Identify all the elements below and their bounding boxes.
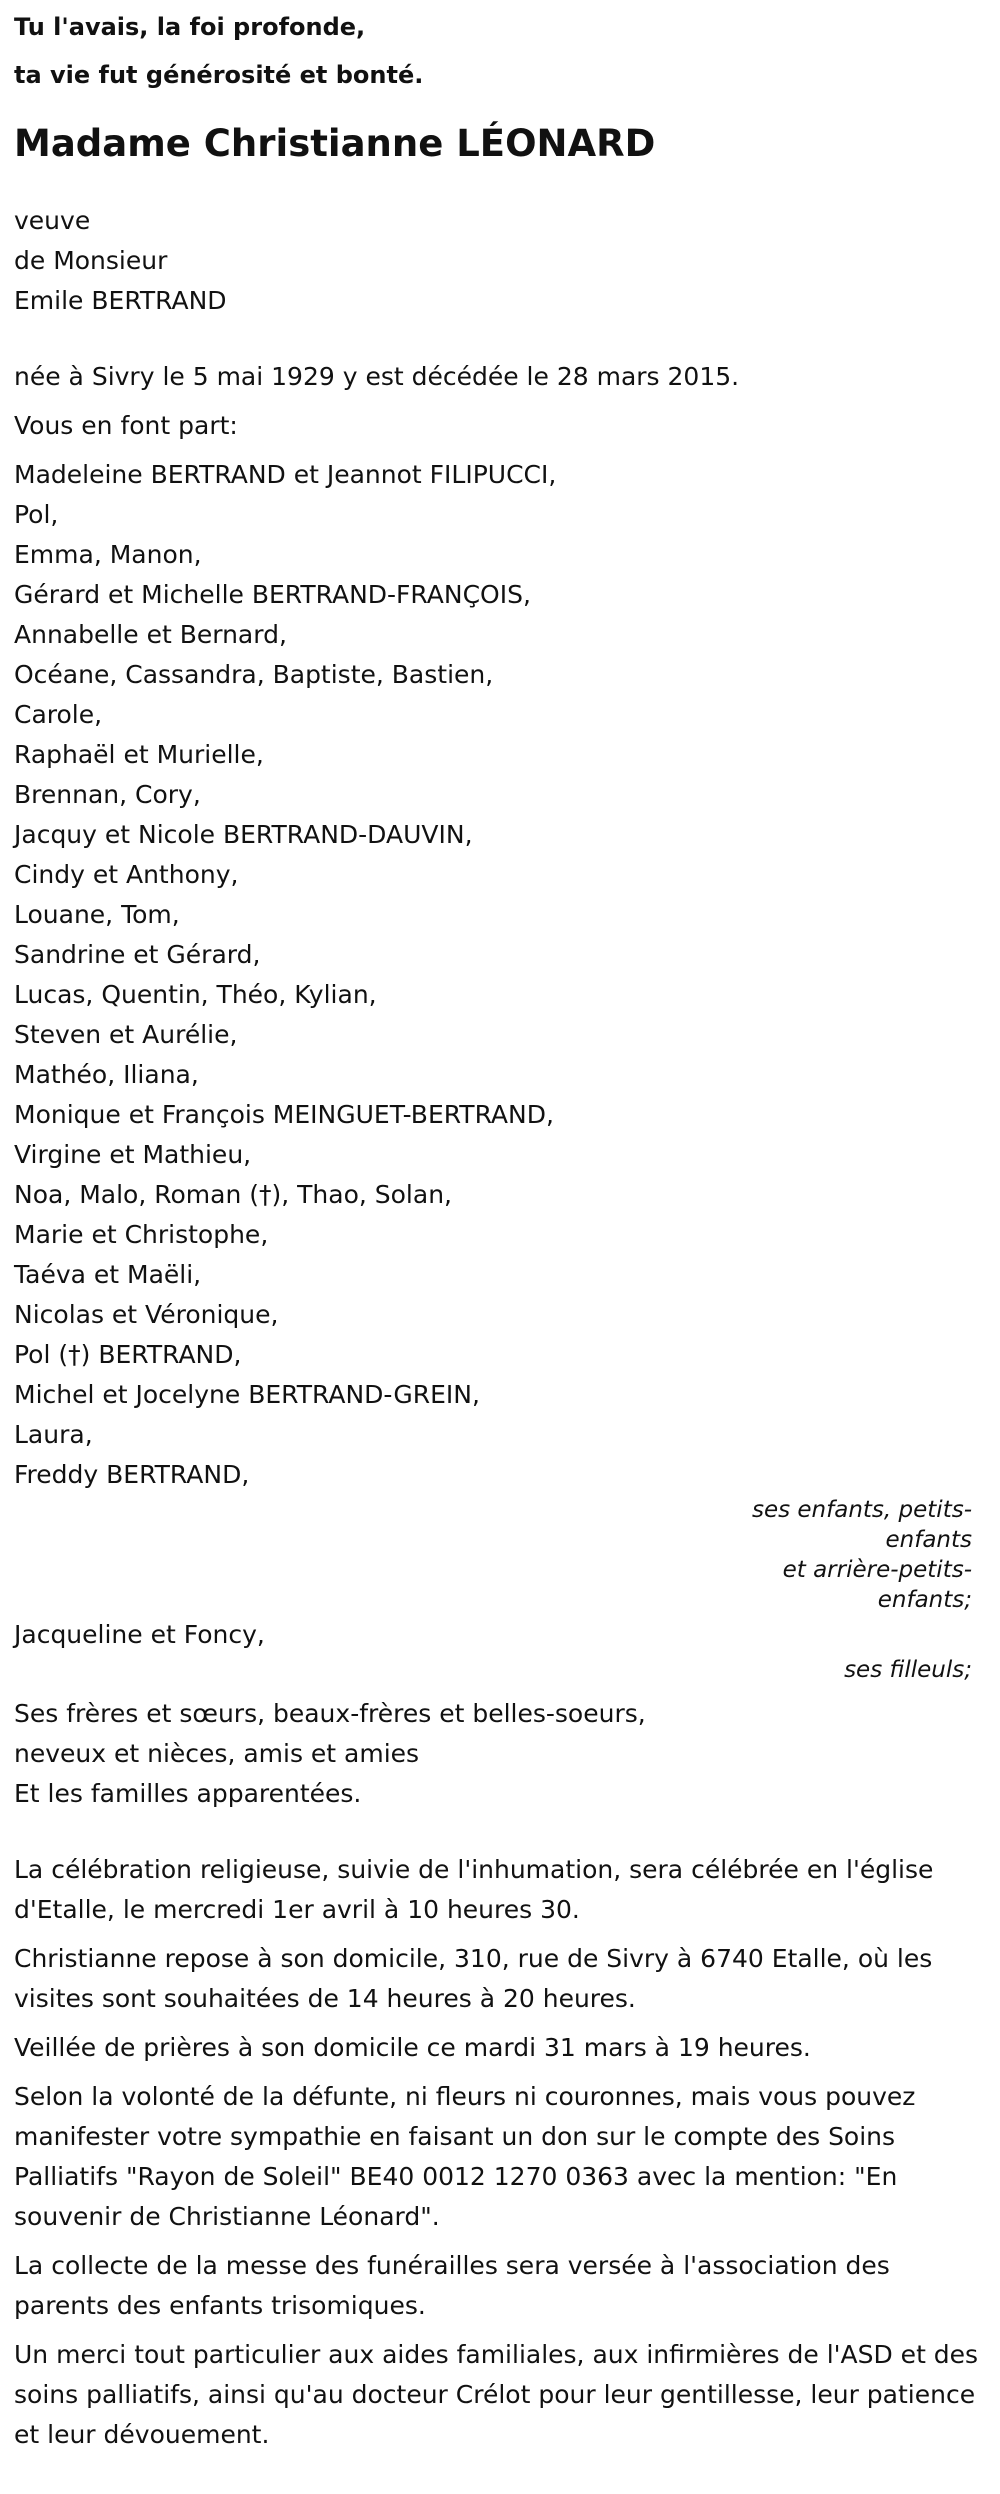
- family-role: ses enfants, petits-enfants: [751, 1497, 972, 1553]
- family-line: Virgine et Mathieu,: [14, 1140, 252, 1169]
- relatives-block: [14, 1694, 986, 1814]
- vigil-paragraph: Veillée de prières à son domicile ce mardi 31 mars à 19 heures.: [14, 2033, 811, 2062]
- family-line: Raphaël et Murielle,: [14, 740, 264, 769]
- family-line: Marie et Christophe,: [14, 1220, 269, 1249]
- family-line: Jacquy et Nicole BERTRAND-DAUVIN,: [14, 820, 473, 849]
- quote-line: ta vie fut générosité et bonté.: [14, 61, 424, 89]
- family-role-block: [726, 1495, 986, 1615]
- family-line: Gérard et Michelle BERTRAND-FRANÇOIS,: [14, 580, 531, 609]
- family-line: Pol (†) BERTRAND,: [14, 1340, 242, 1369]
- family-line: Laura,: [14, 1420, 93, 1449]
- viewing-paragraph: Christianne repose à son domicile, 310, rue de Sivry à 6740 Etalle, où les visites sont souhaitées de 14 heures à 20 heures.: [14, 1944, 933, 2013]
- widow-line: veuve: [14, 206, 91, 235]
- family-list: [14, 455, 986, 1495]
- family-line: Noa, Malo, Roman (†), Thao, Solan,: [14, 1180, 452, 1209]
- family-line: Taéva et Maëli,: [14, 1260, 202, 1289]
- thanks-paragraph: Un merci tout particulier aux aides familiales, aux infirmières de l'ASD et des soins palliatifs, ainsi qu'au docteur Crélot pour leur gentillesse, leur patience et leur dévouement.: [14, 2340, 979, 2449]
- family-line: Lucas, Quentin, Théo, Kylian,: [14, 980, 377, 1009]
- family-line: Océane, Cassandra, Baptiste, Bastien,: [14, 660, 494, 689]
- family-line: Steven et Aurélie,: [14, 1020, 238, 1049]
- deceased-name: Madame Christianne LÉONARD: [14, 122, 656, 165]
- family-line: Nicolas et Véronique,: [14, 1300, 279, 1329]
- family-line: Brennan, Cory,: [14, 780, 201, 809]
- family-line: Emma, Manon,: [14, 540, 202, 569]
- family-line: Freddy BERTRAND,: [14, 1460, 250, 1489]
- family-line: Carole,: [14, 700, 103, 729]
- relatives-line: neveux et nièces, amis et amies: [14, 1739, 420, 1768]
- family-line: Madeleine BERTRAND et Jeannot FILIPUCCI,: [14, 460, 557, 489]
- relatives-line: Ses frères et sœurs, beaux-frères et belles-soeurs,: [14, 1699, 646, 1728]
- godchildren-line: Jacqueline et Foncy,: [14, 1620, 265, 1649]
- godchildren-role: ses filleuls;: [844, 1657, 972, 1683]
- widow-line: de Monsieur: [14, 246, 168, 275]
- family-line: Louane, Tom,: [14, 900, 180, 929]
- family-line: Pol,: [14, 500, 59, 529]
- birth-death-text: née à Sivry le 5 mai 1929 y est décédée le 28 mars 2015.: [14, 362, 740, 391]
- family-role: et arrière-petits-enfants;: [782, 1557, 972, 1613]
- family-line: Monique et François MEINGUET-BERTRAND,: [14, 1100, 554, 1129]
- widow-line: Emile BERTRAND: [14, 286, 227, 315]
- family-line: Sandrine et Gérard,: [14, 940, 261, 969]
- opening-quote: [14, 0, 986, 99]
- ceremony-paragraph: La célébration religieuse, suivie de l'inhumation, sera célébrée en l'église d'Etalle, le mercredi 1er avril à 10 heures 30.: [14, 1855, 934, 1924]
- announcers-intro: Vous en font part:: [14, 411, 238, 440]
- family-line: Mathéo, Iliana,: [14, 1060, 199, 1089]
- family-line: Michel et Jocelyne BERTRAND-GREIN,: [14, 1380, 480, 1409]
- quote-line: Tu l'avais, la foi profonde,: [14, 13, 366, 41]
- family-line: Cindy et Anthony,: [14, 860, 239, 889]
- details-block: [14, 1850, 986, 2455]
- widow-of-block: [14, 201, 986, 321]
- donation-paragraph: Selon la volonté de la défunte, ni fleurs ni couronnes, mais vous pouvez manifester votre sympathie en faisant un don sur le compte des Soins Palliatifs "Rayon de Soleil" BE40 0012 1270 0363 avec la mention: "En souvenir de Christianne Léonard".: [14, 2082, 916, 2231]
- family-line: Annabelle et Bernard,: [14, 620, 287, 649]
- collection-paragraph: La collecte de la messe des funérailles sera versée à l'association des parents des enfants trisomiques.: [14, 2251, 890, 2320]
- relatives-line: Et les familles apparentées.: [14, 1779, 362, 1808]
